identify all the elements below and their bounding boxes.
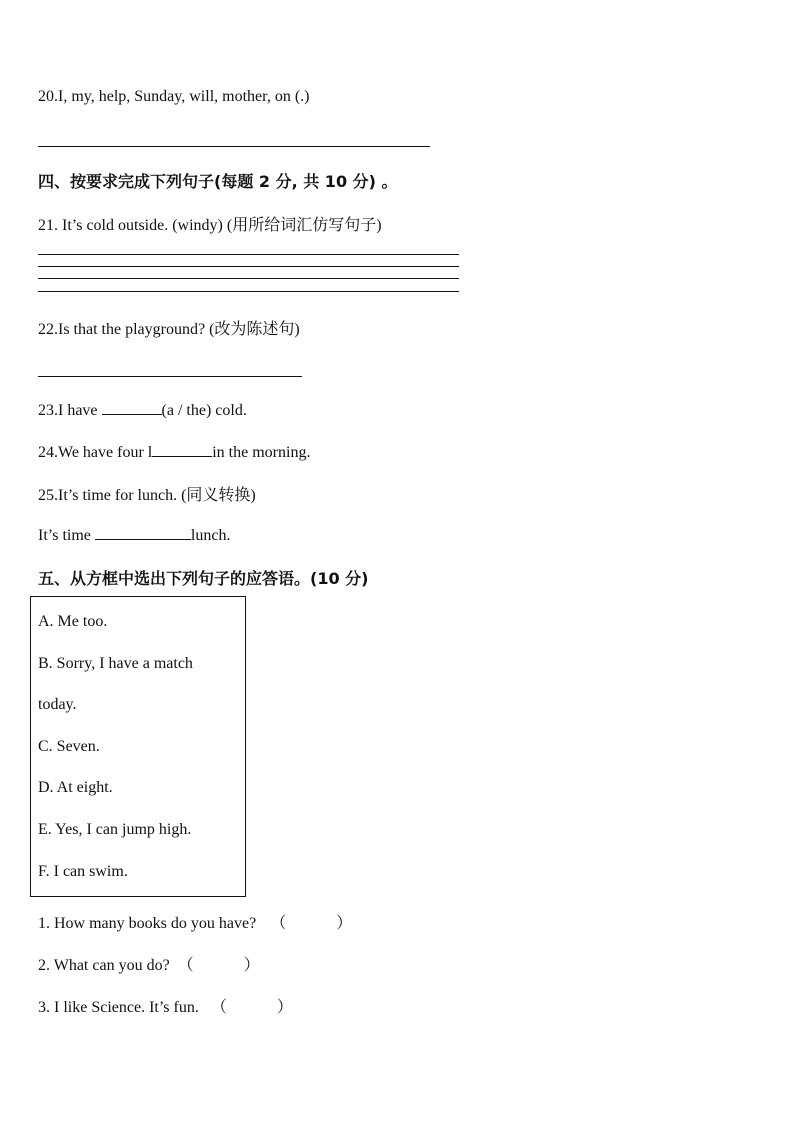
option-d: D. At eight.: [38, 779, 113, 796]
blank-23[interactable]: [102, 399, 162, 415]
answer-paren-2[interactable]: [178, 952, 260, 975]
section-4-heading: 四、按要求完成下列句子(每题 2 分, 共 10 分) 。: [38, 172, 398, 191]
question-25: 25.It’s time for lunch. (同义转换): [38, 487, 256, 504]
option-b-line-1: B. Sorry, I have a match: [38, 655, 193, 672]
paren-close: ）: [336, 915, 353, 932]
question-20: 20.I, my, help, Sunday, will, mother, on (.): [38, 88, 310, 105]
answer-line-21-1: [38, 254, 459, 255]
option-a: A. Me too.: [38, 613, 108, 630]
question-23: [38, 399, 247, 420]
question-23-text-after: (a / the) cold.: [161, 402, 247, 419]
response-question-2: [38, 952, 260, 975]
response-question-3: [38, 994, 293, 1017]
question-24-text-before: 24.We have four l: [38, 444, 153, 461]
response-question-3-text: 3. I like Science. It’s fun.: [38, 999, 199, 1016]
question-25-answer: [38, 524, 230, 545]
option-b-line-2: today.: [38, 696, 77, 713]
answer-line-22: [38, 376, 302, 377]
question-22: 22.Is that the playground? (改为陈述句): [38, 321, 300, 338]
blank-24[interactable]: [152, 441, 212, 457]
question-21: 21. It’s cold outside. (windy) (用所给词汇仿写句子): [38, 217, 382, 234]
answer-paren-1[interactable]: [270, 910, 352, 933]
answer-line-21-2: [38, 266, 459, 267]
question-24: [38, 441, 310, 462]
question-24-text-after: in the morning.: [212, 444, 311, 461]
answer-line-21-4: [38, 291, 459, 292]
paren-close: ）: [276, 999, 293, 1016]
option-c: C. Seven.: [38, 738, 100, 755]
response-question-1-text: 1. How many books do you have?: [38, 915, 257, 932]
question-25-answer-after: lunch.: [190, 527, 231, 544]
paren-close: ）: [243, 957, 260, 974]
question-23-text-before: 23.I have: [38, 402, 102, 419]
paren-open: （: [177, 957, 194, 974]
answer-paren-3[interactable]: [211, 994, 293, 1017]
option-f: F. I can swim.: [38, 863, 128, 880]
blank-25[interactable]: [95, 524, 191, 540]
response-question-2-text: 2. What can you do?: [38, 957, 170, 974]
answer-line-21-3: [38, 278, 459, 279]
option-e: E. Yes, I can jump high.: [38, 821, 192, 838]
paren-open: （: [270, 915, 287, 932]
response-question-1: [38, 910, 352, 933]
question-25-answer-before: It’s time: [38, 527, 95, 544]
paren-open: （: [210, 999, 227, 1016]
answer-line-20: [38, 146, 430, 147]
section-5-heading: 五、从方框中选出下列句子的应答语。(10 分): [38, 569, 369, 588]
